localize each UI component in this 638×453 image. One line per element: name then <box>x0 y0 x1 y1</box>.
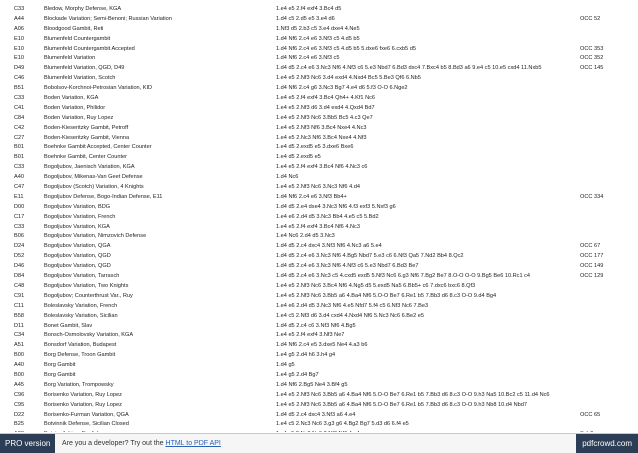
eco-code: D84 <box>14 273 25 280</box>
opening-name: Borg Variation, Trompowsky <box>44 381 114 388</box>
opening-name: Blumenfeld Variation <box>44 55 96 62</box>
move-sequence: 1.d4 Nf6 2.c4 e6 3.Nf3 c5 <box>276 55 340 62</box>
opening-name: Bogoljubov Variation, QGD <box>44 263 111 270</box>
table-row <box>0 331 638 341</box>
move-sequence: 1.d4 d5 2.c4 e6 3.Nc3 Nf6 4.Bg5 Nbd7 5.e3 c6 6.Nf3 Qa5 7.Nd2 Bb4 8.Qc2 <box>276 253 464 260</box>
move-sequence: 1.d4 Nf6 2.c4 e5 3.dxe5 Ne4 4.a3 b6 <box>276 342 368 349</box>
eco-code: C33 <box>14 223 25 230</box>
opening-name: Bledow, Morphy Defense, KGA <box>44 6 122 12</box>
table-row <box>0 371 638 381</box>
table-row <box>0 183 638 193</box>
table-row <box>0 134 638 144</box>
move-sequence: 1.e4 g5 2.d4 h6 3.h4 g4 <box>276 352 336 359</box>
table-row <box>0 45 638 55</box>
opening-name: Blockade Variation; Semi-Benoni; Russian Variation <box>44 15 172 22</box>
eco-code: E10 <box>14 35 24 42</box>
reference: OCC 352 <box>580 55 604 62</box>
html-to-pdf-api-link[interactable]: HTML to PDF API <box>165 440 221 447</box>
opening-name: Bogoljubov (Scotch) Variation, 4 Knights <box>44 184 144 191</box>
move-sequence: 1.Nf3 d5 2.b3 c5 3.e4 dxe4 4.Ne5 <box>276 25 360 32</box>
table-row <box>0 272 638 282</box>
opening-name: Boehnke Gambit Accepted, Center Counter <box>44 144 152 151</box>
move-sequence: 1.d4 d5 2.e4 dxe4 3.Nc3 Nf6 4.f3 exf3 5.Nxf3 g6 <box>276 203 396 210</box>
opening-name: Bogoljubov Defense, Bogo-Indian Defense, E11 <box>44 193 163 200</box>
move-sequence: 1.d4 d5 2.c4 e6 3.Nc3 Nf6 4.Nf3 c6 5.e3 Nbd7 6.Bd3 dxc4 7.Bxc4 b5 8.Bd3 a6 9.e4 c5 10.e5 cxd4 11.Nxb5 <box>276 65 542 72</box>
pro-version-badge[interactable]: PRO version <box>0 434 55 453</box>
move-sequence: 1.d4 Nf6 2.Bg5 Ne4 3.Bf4 g5 <box>276 381 348 388</box>
table-row <box>0 124 638 134</box>
opening-name: Bonet Gambit, Slav <box>44 322 93 329</box>
move-sequence: 1.e4 d5 2.exd5 e5 <box>276 154 321 161</box>
table-row <box>0 173 638 183</box>
table-row <box>0 351 638 361</box>
opening-name: Bonsdorf Variation, Budapest <box>44 342 117 349</box>
opening-name: Boden Variation, Ruy Lopez <box>44 114 114 121</box>
eco-code: C11 <box>14 302 24 309</box>
move-sequence: 1.e4 e5 2.Nc3 Nf6 3.Bc4 Nxe4 4.Nf3 <box>276 134 367 141</box>
move-sequence: 1.d4 Nc6 <box>276 174 299 181</box>
opening-name: Boden-Kieseritzky Gambit, Petroff <box>44 124 129 131</box>
table-row <box>0 262 638 272</box>
eco-code: B00 <box>14 371 24 378</box>
opening-name: Borg Gambit <box>44 371 76 378</box>
move-sequence: 1.e4 e5 2.Nf3 Nc6 3.Bb5 Bc5 4.c3 Qe7 <box>276 114 373 121</box>
move-sequence: 1.d4 d5 2.c4 e6 3.Nc3 c5 4.cxd5 exd5 5.Nf3 Nc6 6.g3 Nf6 7.Bg2 Be7 8.O-O O-O 9.Bg5 Be6 10.Rc1 c4 <box>276 273 531 280</box>
move-sequence: 1.e4 e5 2.Nf3 Nc6 3.Bc4 Nf6 4.Ng5 d5 5.exd5 Na5 6.Bb5+ c6 7.dxc6 bxc6 8.Qf3 <box>276 282 476 289</box>
eco-code: E10 <box>14 45 24 52</box>
move-sequence: 1.e4 e5 2.Nf3 Nc6 3.Bb5 a6 4.Ba4 Nf6 5.O-O Be7 6.Re1 b5 7.Bb3 d6 8.c3 O-O 9.h3 Na5 10.Bc2 c5 11.d4 Nc6 <box>276 391 550 398</box>
eco-code: B58 <box>14 312 24 319</box>
table-row <box>0 302 638 312</box>
move-sequence: 1.e4 e5 2.Nf3 Nc6 3.Bb5 a6 4.Ba4 Nf6 5.O-O Be7 6.Re1 b5 7.Bb3 d6 8.c3 O-O 9.h3 Nb8 10.d4 Nbd7 <box>276 401 527 408</box>
eco-code: D11 <box>14 322 24 329</box>
reference <box>580 430 630 432</box>
move-sequence: 1.d4 d5 2.c4 c6 3.Nf3 Nf6 4.Bg5 <box>276 322 356 329</box>
promo-label: Are you a developer? Try out the <box>62 440 164 447</box>
table-row <box>0 223 638 233</box>
eco-code: C33 <box>14 164 25 171</box>
opening-name: Bogoljubov Variation, BDG <box>44 203 111 210</box>
table-row <box>0 292 638 302</box>
move-sequence: 1.e4 e5 2.Nf3 Nc6 3.Bb5 a6 4.Ba4 Nf6 5.O-O Be7 6.Re1 b5 7.Bb3 d6 8.c3 O-O 9.d4 Bg4 <box>276 292 497 299</box>
move-sequence: 1.d4 Nf6 2.c4 e6 3.Nf3 c5 4.d5 b5 <box>276 35 360 42</box>
eco-code: C91 <box>14 292 25 299</box>
opening-name: Borisenko-Furman Variation, QGA <box>44 411 129 418</box>
eco-code: C84 <box>14 114 25 121</box>
reference: OCC 129 <box>580 273 604 280</box>
eco-code: D24 <box>14 243 25 250</box>
eco-code: C33 <box>14 95 25 102</box>
opening-name: Bogoljubov Variation, Tarrasch <box>44 273 120 280</box>
table-row <box>0 104 638 114</box>
reference: OCC 149 <box>580 263 604 270</box>
move-sequence: 1.d4 Nf6 2.c4 e6 3.Nf3 Bb4+ <box>276 193 347 200</box>
move-sequence: 1.e4 e6 2.d4 d5 3.Nc3 Nf6 4.e5 Nfd7 5.f4 c5 6.Nf3 Nc6 7.Be3 <box>276 302 429 309</box>
table-row <box>0 381 638 391</box>
eco-code: A45 <box>14 381 24 388</box>
move-sequence: 1.e4 e5 2.f4 exf4 3.Bc4 Nf6 4.Nc3 c6 <box>276 164 368 171</box>
move-sequence: 1.d4 Nf6 2.c4 g6 3.Nc3 Bg7 4.e4 d6 5.f3 O-O 6.Nge2 <box>276 85 408 92</box>
opening-name: Blumenfeld Countergambit <box>44 35 111 42</box>
move-sequence: 1.e4 e5 2.Nf3 Nc6 3.d4 exd4 4.Nxd4 Bc5 5.Be3 Qf6 6.Nb5 <box>276 75 421 82</box>
table-row <box>0 64 638 74</box>
move-sequence: 1.e4 c5 2.Nf3 d6 3.d4 cxd4 4.Nxd4 Nf6 5.Nc3 Nc6 6.Be2 e5 <box>276 312 425 319</box>
eco-code: C95 <box>14 401 25 408</box>
eco-code: A40 <box>14 174 24 181</box>
move-sequence: 1.e4 e5 2.Nf3 Nc6 3.Nc3 Nf6 4.d4 <box>276 184 360 191</box>
table-row <box>0 163 638 173</box>
eco-code: D49 <box>14 65 25 72</box>
move-sequence: 1.d4 c5 2.d5 e5 3.e4 d6 <box>276 15 335 22</box>
table-row <box>0 312 638 322</box>
table-row <box>0 203 638 213</box>
table-row <box>0 143 638 153</box>
opening-name: Bogoljubov Variation, French <box>44 213 116 220</box>
move-sequence: 1.d4 d5 2.c4 dxc4 3.Nf3 Nf6 4.Nc3 a6 5.e4 <box>276 243 382 250</box>
opening-name: Bogoljubov Variation, Nimzovich Defense <box>44 233 147 240</box>
move-sequence: 1.e4 d5 2.exd5 e5 3.dxe6 Bxe6 <box>276 144 354 151</box>
eco-code: B01 <box>14 144 24 151</box>
opening-name: Bogoljubov; Counterthrust Var., Ruy <box>44 292 133 299</box>
eco-code: D00 <box>14 203 25 210</box>
opening-name: Bonsch-Osmolovsky Variation, KGA <box>44 332 134 339</box>
opening-name: Bogoljubov, Jaenisch Variation, KGA <box>44 164 135 171</box>
eco-code: B51 <box>14 85 24 92</box>
opening-name: Borg Gambit <box>44 362 76 369</box>
table-row <box>0 391 638 401</box>
opening-name: Borg Defense, Troon Gambit <box>44 352 116 359</box>
reference: OCC 52 <box>580 15 601 22</box>
move-sequence: 1.d4 d5 2.c4 dxc4 3.Nf3 a6 4.e4 <box>276 411 356 418</box>
opening-name: Blumenfeld Countergambit Accepted <box>44 45 135 52</box>
eco-code: C33 <box>14 6 25 12</box>
eco-code: C34 <box>14 332 25 339</box>
table-row <box>0 25 638 35</box>
table-row <box>0 94 638 104</box>
table-row <box>0 232 638 242</box>
table-row <box>0 401 638 411</box>
move-sequence: 1.e4 e5 2.f4 exf4 3.Bc4 Qh4+ 4.Kf1 Nc6 <box>276 95 376 102</box>
table-row <box>0 54 638 64</box>
move-sequence: 1.e4 e6 2.d4 d5 3.Nc3 Bb4 4.e5 c5 5.Bd2 <box>276 213 379 220</box>
opening-name: Boehnke Gambit, Center Counter <box>44 154 128 161</box>
reference: OCC 65 <box>580 411 601 418</box>
table-row <box>0 420 638 430</box>
eco-code: A44 <box>14 15 24 22</box>
opening-name: Bogoljubov, Mikenas-Van Geet Defense <box>44 174 143 181</box>
opening-name: Borisenko Variation, Ruy Lopez <box>44 391 122 398</box>
eco-code: D22 <box>14 411 25 418</box>
opening-name: Boden-Kieseritzky Gambit, Vienna <box>44 134 130 141</box>
eco-code: A51 <box>14 342 24 349</box>
opening-name: Blumenfeld Variation, QGD, D49 <box>44 65 125 72</box>
eco-code: D52 <box>14 253 25 260</box>
eco-code: C46 <box>14 75 25 82</box>
opening-name: Boleslavsky Variation, Sicilian <box>44 312 118 319</box>
eco-code: C48 <box>14 282 25 289</box>
opening-name: Botvinnik Defense, Sicilian Closed <box>44 421 129 428</box>
move-sequence: 1.e4 e5 2.Nf3 d6 3.d4 exd4 4.Qxd4 Bd7 <box>276 104 375 111</box>
eco-code <box>14 430 38 432</box>
table-row <box>0 341 638 351</box>
eco-code: C47 <box>14 184 25 191</box>
table-row <box>0 35 638 45</box>
reference: OCC 177 <box>580 253 604 260</box>
table-row <box>0 153 638 163</box>
eco-code: C17 <box>14 213 25 220</box>
opening-name: Blumenfeld Variation, Scotch <box>44 75 116 82</box>
eco-code: B01 <box>14 154 24 161</box>
move-sequence: 1.e4 e5 2.f4 exf4 3.Bc4 Nf6 4.Nc3 <box>276 223 360 230</box>
opening-name: Boden Variation, Philidor <box>44 104 106 111</box>
move-sequence: 1.e4 e5 2.Nf3 Nf6 3.Bc4 Nxe4 4.Nc3 <box>276 124 367 131</box>
eco-code: E11 <box>14 193 24 200</box>
table-row <box>0 5 638 15</box>
eco-code: B00 <box>14 352 24 359</box>
pdfcrowd-brand-link[interactable]: pdfcrowd.com <box>576 434 638 453</box>
move-sequence: 1.d4 g5 <box>276 362 295 369</box>
eco-code: D46 <box>14 263 25 270</box>
opening-name: Bogoljubov Variation, Two Knights <box>44 282 129 289</box>
move-sequence: 1.e4 e5 2.f4 exf4 3.Nf3 Ne7 <box>276 332 345 339</box>
opening-name: Bogoljubov Variation, KGA <box>44 223 110 230</box>
opening-name: Bobolsov-Korchnoi-Petrosian Variation, KID <box>44 85 153 92</box>
opening-name <box>44 430 270 432</box>
eco-code: E10 <box>14 55 24 62</box>
eco-code: C42 <box>14 124 25 131</box>
move-sequence: 1.e4 c5 2.Nc3 Nc6 3.g3 g6 4.Bg2 Bg7 5.d3 d6 6.f4 e5 <box>276 421 409 428</box>
promo-text <box>62 434 221 453</box>
table-row <box>0 252 638 262</box>
opening-name: Bogoljubov Variation, QGA <box>44 243 111 250</box>
eco-code: A06 <box>14 25 24 32</box>
table-row <box>0 15 638 25</box>
move-sequence: 1.d4 d5 2.c4 e6 3.Nc3 Nf6 4.Nf3 c6 5.e3 Nbd7 6.Bd3 Be7 <box>276 263 419 270</box>
table-row <box>0 322 638 332</box>
table-row <box>0 411 638 421</box>
table-row <box>0 74 638 84</box>
table-row <box>0 242 638 252</box>
move-sequence <box>276 430 608 432</box>
reference: OCC 145 <box>580 65 604 72</box>
eco-code: B25 <box>14 421 24 428</box>
move-sequence: 1.e4 g5 2.d4 Bg7 <box>276 371 319 378</box>
opening-name: Boleslavsky Variation, French <box>44 302 118 309</box>
opening-name: Boden Variation, KGA <box>44 95 99 102</box>
opening-name: Borisenko Variation, Ruy Lopez <box>44 401 122 408</box>
table-row <box>0 430 638 432</box>
move-sequence: 1.e4 Nc6 2.d4 d5 3.Nc3 <box>276 233 335 240</box>
reference: OCC 334 <box>580 193 604 200</box>
eco-code: C96 <box>14 391 25 398</box>
table-row <box>0 213 638 223</box>
eco-code: C41 <box>14 104 25 111</box>
move-sequence: 1.d4 Nf6 2.c4 e6 3.Nf3 c5 4.d5 b5 5.dxe6 fxe6 6.cxb5 d5 <box>276 45 416 52</box>
table-row <box>0 361 638 371</box>
opening-table <box>0 5 638 432</box>
opening-name: Bogoljubov Variation, QGD <box>44 253 111 260</box>
table-row <box>0 114 638 124</box>
table-row <box>0 282 638 292</box>
eco-code: A40 <box>14 362 24 369</box>
table-row <box>0 193 638 203</box>
reference: OCC 353 <box>580 45 604 52</box>
opening-name: Bloodgood Gambit, Reti <box>44 25 104 32</box>
move-sequence: 1.e4 e5 2.f4 exf4 3.Bc4 d5 <box>276 6 342 12</box>
footer-bar <box>0 433 638 453</box>
reference: OCC 67 <box>580 243 601 250</box>
eco-code: B06 <box>14 233 24 240</box>
eco-code: C27 <box>14 134 25 141</box>
table-row <box>0 84 638 94</box>
